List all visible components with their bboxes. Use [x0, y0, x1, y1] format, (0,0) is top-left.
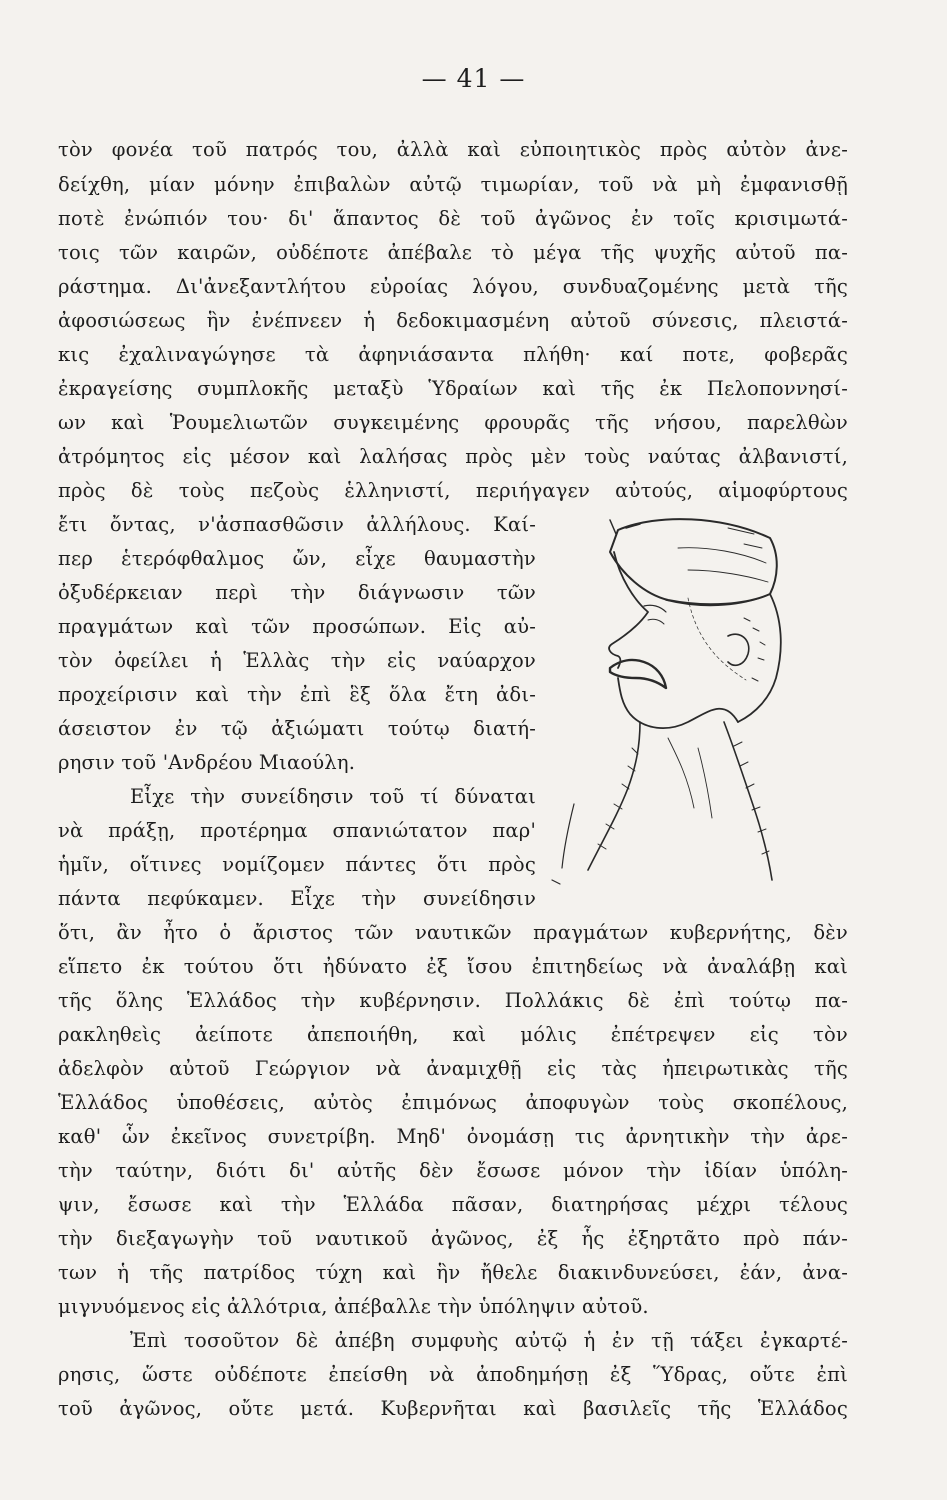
text-line: ἡμῖν, οἵτινες νομίζομεν πάντες ὅτι πρὸς	[58, 853, 536, 876]
text-line: Εἶχε τὴν συνείδησιν τοῦ τί δύναται	[130, 785, 536, 808]
text-line: εἵπετο ἐκ τούτου ὅτι ἠδύνατο ἐξ ἴσου ἐπιτηδείως νὰ ἀναλάβῃ καὶ	[58, 955, 848, 978]
text-line: νὰ πράξῃ, προτέρημα σπανιώτατον παρ'	[58, 819, 536, 842]
text-line: των ἡ τῆς πατρίδος τύχη καὶ ἣν ἤθελε διακινδυνεύσει, ἐάν, ἀνα-	[58, 1261, 848, 1284]
text-line: ρακληθεὶς ἀείποτε ἀπεποιήθη, καὶ μόλις ἐπέτρεψεν εἰς τὸν	[58, 1023, 848, 1046]
text-line: ων καὶ Ῥουμελιωτῶν συγκειμένης φρουρᾶς τῆς νήσου, παρελθὼν	[58, 411, 848, 434]
text-line: τοῦ ἀγῶνος, οὔτε μετά. Κυβερνῆται καὶ βασιλεῖς τῆς Ἑλλάδος	[58, 1397, 848, 1420]
text-line: ποτὲ ἐνώπιόν του· δι' ἅπαντος δὲ τοῦ ἀγῶνος ἐν τοῖς κρισιμωτά-	[58, 207, 848, 230]
text-line: ὅτι, ἂν ἦτο ὁ ἄριστος τῶν ναυτικῶν πραγμάτων κυβερνήτης, δὲν	[58, 921, 848, 944]
text-line: ἀτρόμητος εἰς μέσον καὶ λαλήσας πρὸς μὲν τοὺς ναύτας ἀλβανιστί,	[58, 445, 848, 468]
text-line: τὴν διεξαγωγὴν τοῦ ναυτικοῦ ἀγῶνος, ἐξ ἧς ἐξηρτᾶτο πρὸ πάν-	[58, 1227, 848, 1250]
text-line: προχείρισιν καὶ τὴν ἐπὶ ἓξ ὅλα ἔτη ἀδι-	[58, 683, 536, 706]
text-line: ἔτι ὄντας, ν'ἀσπασθῶσιν ἀλλήλους. Καί-	[58, 513, 536, 536]
text-line: μιγνυόμενος εἰς ἀλλότρια, ἀπέβαλλε τὴν ὑπόληψιν αὐτοῦ.	[58, 1295, 649, 1318]
text-line: ρησιν τοῦ 'Ανδρέου Μιαούλη.	[58, 751, 356, 774]
text-line: ράστημα. Δι'ἀνεξαντλήτου εὐροίας λόγου, συνδυαζομένης μετὰ τῆς	[58, 275, 848, 298]
text-line: ψιν, ἔσωσε καὶ τὴν Ἑλλάδα πᾶσαν, διατηρήσας μέχρι τέλους	[58, 1193, 848, 1216]
text-line: πραγμάτων καὶ τῶν προσώπων. Εἰς αὐ-	[58, 615, 536, 638]
text-line: πάντα πεφύκαμεν. Εἶχε τὴν συνείδησιν	[58, 887, 536, 910]
text-line: τὴν ταύτην, διότι δι' αὐτῆς δὲν ἔσωσε μόνον τὴν ἰδίαν ὑπόλη-	[58, 1159, 848, 1182]
text-line: δείχθη, μίαν μόνην ἐπιβαλὼν αὐτῷ τιμωρίαν, τοῦ νὰ μὴ ἐμφανισθῇ	[58, 173, 848, 196]
portrait-illustration	[548, 508, 838, 898]
text-line: πρὸς δὲ τοὺς πεζοὺς ἑλληνιστί, περιήγαγεν αὐτούς, αἱμοφύρτους	[58, 479, 848, 502]
text-line: τῆς ὅλης Ἑλλάδος τὴν κυβέρνησιν. Πολλάκις δὲ ἐπὶ τούτῳ πα-	[58, 989, 848, 1012]
text-line: κις ἐχαλιναγώγησε τὰ ἀφηνιάσαντα πλήθη· καί ποτε, φοβερᾶς	[58, 343, 848, 366]
text-line: τὸν φονέα τοῦ πατρός του, ἀλλὰ καὶ εὐποιητικὸς πρὸς αὐτὸν ἀνε-	[58, 138, 848, 161]
text-line: τὸν ὀφείλει ἡ Ἑλλὰς τὴν εἰς ναύαρχον	[58, 649, 536, 672]
text-line: περ ἑτερόφθαλμος ὤν, εἶχε θαυμαστὴν	[58, 547, 536, 570]
text-line: καθ' ὧν ἐκεῖνος συνετρίβη. Μηδ' ὀνομάσῃ τις ἀρνητικὴν τὴν ἀρε-	[58, 1125, 848, 1148]
text-line: τοις τῶν καιρῶν, οὐδέποτε ἀπέβαλε τὸ μέγα τῆς ψυχῆς αὐτοῦ πα-	[58, 241, 848, 264]
text-line: ἀδελφὸν αὐτοῦ Γεώργιον νὰ ἀναμιχθῇ εἰς τὰς ἠπειρωτικὰς τῆς	[58, 1057, 848, 1080]
text-line: ἀφοσιώσεως ἣν ἐνέπνεεν ἡ δεδοκιμασμένη αὐτοῦ σύνεσις, πλειστά-	[58, 309, 848, 332]
text-line: ἐκραγείσης συμπλοκῆς μεταξὺ Ὑδραίων καὶ τῆς ἐκ Πελοποννησί-	[58, 377, 848, 400]
text-line: ρησις, ὥστε οὐδέποτε ἐπείσθη νὰ ἀποδημήσῃ ἐξ Ὕδρας, οὔτε ἐπὶ	[58, 1363, 848, 1386]
page-number: — 41 —	[421, 64, 526, 93]
text-line: άσειστον ἐν τῷ ἀξιώματι τούτῳ διατή-	[58, 717, 536, 740]
text-line: ὀξυδέρκειαν περὶ τὴν διάγνωσιν τῶν	[58, 581, 536, 604]
text-line: Ἑλλάδος ὑποθέσεις, αὐτὸς ἐπιμόνως ἀποφυγὼν τοὺς σκοπέλους,	[58, 1091, 848, 1114]
text-line: Ἐπὶ τοσοῦτον δὲ ἀπέβη συμφυὴς αὐτῷ ἡ ἐν τῇ τάξει ἐγκαρτέ-	[130, 1329, 848, 1352]
